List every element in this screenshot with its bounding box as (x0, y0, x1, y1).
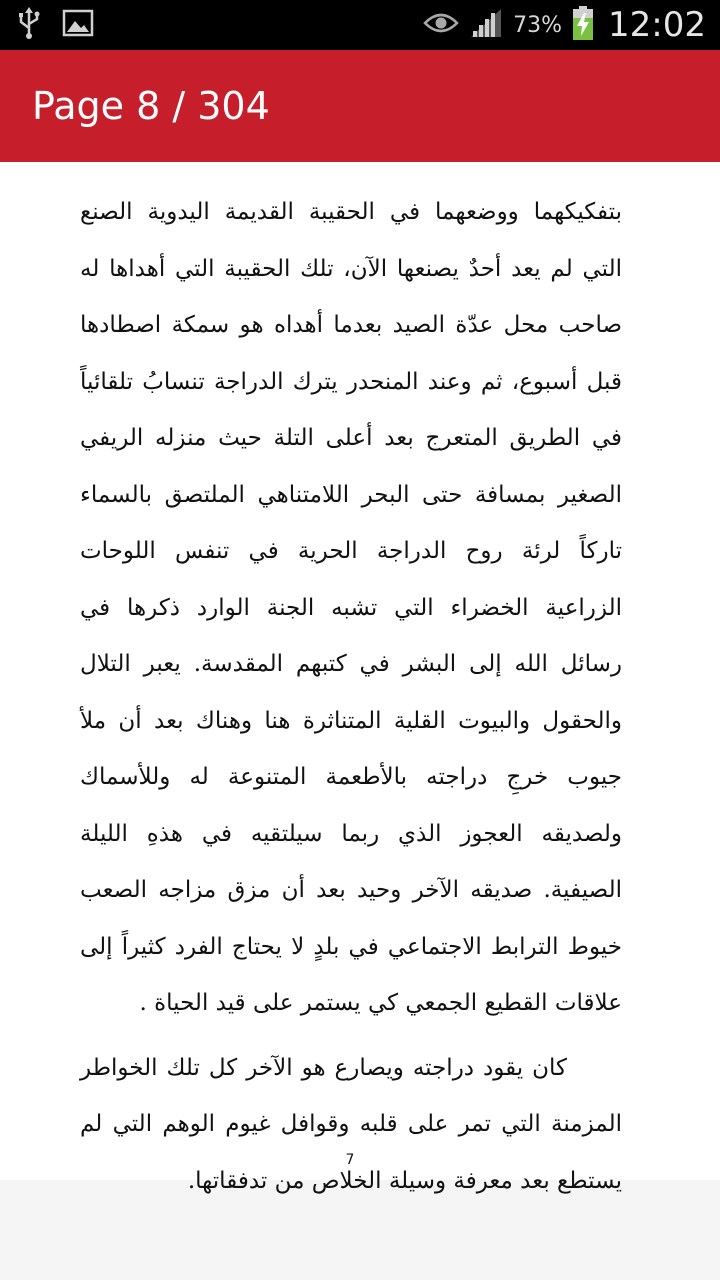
paragraph-2: كان يقود دراجته ويصارع هو الآخر كل تلك الخواطر المزمنة التي تمر على قلبه وقوافل غيوم الوهم التي لم يستطع بعد معرفة وسيلة الخلاص من تدفقاتها. (80, 1054, 622, 1194)
book-page[interactable] (0, 162, 720, 1194)
system-icons (423, 0, 706, 50)
signal-icon (469, 7, 503, 43)
clock: 12:02 (608, 5, 706, 45)
app-bar (0, 50, 720, 162)
notification-icons (16, 8, 94, 42)
battery-charging-icon (572, 5, 594, 45)
page-title: Page 8 / 304 (32, 84, 270, 128)
status-bar (0, 0, 720, 50)
page-text (80, 184, 622, 1209)
battery-percentage: 73% (513, 12, 563, 38)
usb-icon (16, 6, 42, 44)
eye-icon (423, 11, 459, 39)
image-icon (62, 9, 94, 41)
paragraph-1: بتفكيكهما ووضعهما في الحقيبة القديمة اليدوية الصنع التي لم يعد أحدٌ يصنعها الآن، تلك الحقيبة التي أهداها له صاحب محل عدّة الصيد بعدما أهداه هو سمكة اصطادها قبل أسبوع، ثم وعند المنحدر يترك الدراجة تنسابُ تلقائياً في الطريق المتعرج بعد أعلى التلة حيث منزله الريفي الصغير بمسافة حتى البحر اللامتناهي الملتصق بالسماء تاركاً لرئة روح الدراجة الحرية في تنفس اللوحات الزراعية الخضراء التي تشبه الجنة الوارد ذكرها في رسائل الله إلى البشر في كتبهم المقدسة. يعبر التلال والحقول والبيوت القلية المتناثرة هنا وهناك بعد أن ملأ جيوب خرجِ دراجته بالأطعمة المتنوعة له وللأسماك ولصديقه العجوز الذي ربما سيلتقيه في هذهِ الليلة الصيفية. صديقه الآخر وحيد بعد أن مزق مزاجه الصعب خيوط الترابط الاجتماعي في بلدٍ لا يحتاج الفرد كثيراً إلى علاقات القطيع الجمعي كي يستمر على قيد الحياة . (80, 199, 622, 1016)
page-number: 7 (345, 1152, 355, 1168)
